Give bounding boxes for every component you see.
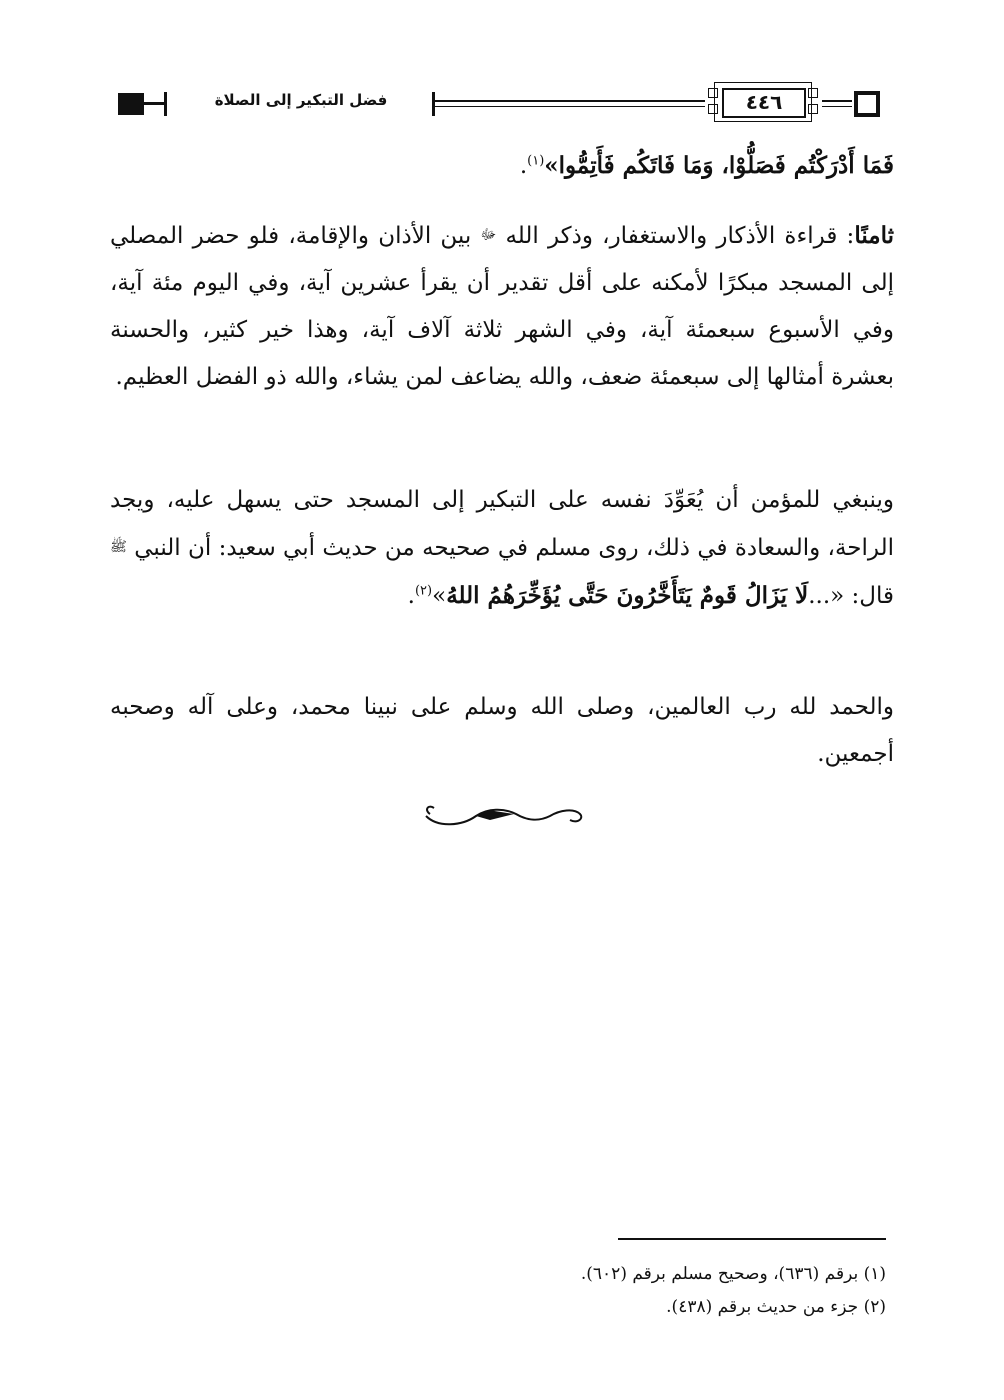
footnote-ref: (٢) [414,583,433,599]
paragraph-text: والحمد لله رب العالمين، وصلى الله وسلم على نبينا محمد، وعلى آله وصحبه أجمعين. [110,694,894,767]
hadith-quote: فَمَا أَدْرَكْتُم فَصَلُّوْا، وَمَا فَاتَكُم فَأَتِمُّوا» [544,152,894,179]
footnote-1: (١) برقم (٦٣٦)، وصحيح مسلم برقم (٦٠٢). [580,1264,886,1284]
paragraph-text: : قراءة الأذكار والاستغفار، وذكر الله [505,223,855,249]
page-number-frame [704,82,822,124]
header-square-outline-ornament [854,91,880,117]
paragraph-closing-praise [110,684,894,778]
running-title: فضل التبكير إلى الصلاة [214,91,388,109]
point-heading: ثامنًا [854,222,894,249]
header-square-ornament [118,93,144,115]
page-header [110,80,894,128]
closing-flourish-icon [418,800,586,830]
salutation-glyph: ﷺ [110,539,127,555]
paragraph-early-habit: وينبغي للمؤمن أن يُعَوِّدَ نفسه على التبكير إلى المسجد حتى يسهل عليه، ويجد الراحة، والسعادة في ذلك، روى مسلم في صحيحه من حديث أبي سعيد: أن النبي ﷺ قال: «...لَا يَزَالُ قَومٌ يَتَأَخَّرُونَ حَتَّى يُؤَخِّرَهُمُ اللهُ»$^{(٢)}$. [110,487,895,609]
hadith-quote: لَا يَزَالُ قَومٌ يَتَأَخَّرُونَ حَتَّى يُؤَخِّرَهُمُ اللهُ [446,582,809,609]
paragraph-text: وينبغي للمؤمن أن يُعَوِّدَ نفسه على التبكير إلى المسجد حتى يسهل عليه، ويجد الراحة، والسعادة في ذلك، روى مسلم في صحيحه من حديث أبي سعيد: أن النبي [110,487,895,561]
paragraph-text: قال: «... [808,583,894,609]
footnote-2: (٢) جزء من حديث برقم (٤٣٨). [666,1297,886,1317]
footnote-ref: (١) [527,153,545,169]
header-divider-tick [164,92,167,116]
header-bar [144,102,164,105]
paragraph-hadith-end: فَمَا أَدْرَكْتُم فَصَلُّوْا، وَمَا فَاتَكُم فَأَتِمُّوا»$^{(١)}$. [519,152,894,179]
paragraph-eighth-point [110,212,894,401]
header-double-rule [435,100,705,107]
footnote-separator [618,1238,886,1240]
paragraph-text: بين الأذان والإقامة، فلو حضر المصلي إلى المسجد مبكرًا لأمكنه على أقل تقدير أن يقرأ عشرين آية، وفي اليوم مئة آية، وفي الأسبوع سبعمئة آية، وفي الشهر ثلاثة آلاف آية، وهذا خير كثير، والحسنة بعشرة أمثالها إلى سبعمئة ضعف، والله يضاعف لمن يشاء، والله ذو الفضل العظيم. [110,223,894,390]
honorific-glyph: ﷻ [480,227,497,243]
header-double-rule [822,100,852,107]
page-number: ٤٤٦ [745,90,783,114]
